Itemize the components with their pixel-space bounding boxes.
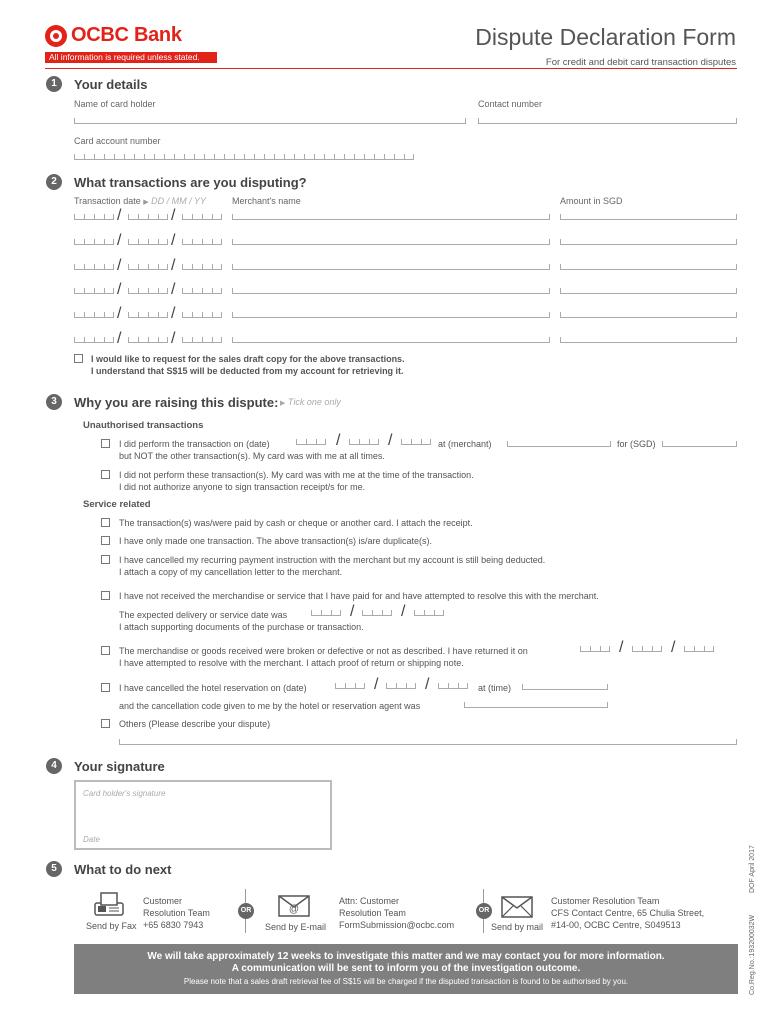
unauth-1-amount-field[interactable] bbox=[662, 441, 737, 447]
amount-label: Amount in SGD bbox=[560, 196, 623, 206]
unauth-1-for: for (SGD) bbox=[617, 439, 656, 449]
section5-title: What to do next bbox=[74, 862, 172, 877]
mail-icon bbox=[500, 894, 534, 920]
service-4-month[interactable] bbox=[362, 610, 392, 616]
txn-day-field[interactable] bbox=[74, 288, 114, 294]
form-subtitle: For credit and debit card transaction disputes bbox=[545, 57, 736, 68]
txn-month-field[interactable] bbox=[128, 264, 168, 270]
service-2-text: I have only made one transaction. The above transaction(s) is/are duplicate(s). bbox=[119, 536, 433, 546]
date-separator: / bbox=[171, 257, 176, 274]
txn-month-field[interactable] bbox=[128, 239, 168, 245]
triangle-icon: ▶ bbox=[280, 400, 286, 407]
txn-year-field[interactable] bbox=[182, 288, 222, 294]
email-icon bbox=[277, 893, 311, 919]
draft-text-2: I understand that S$15 will be deducted from my account for retrieving it. bbox=[91, 366, 404, 376]
txn-merchant-field[interactable] bbox=[232, 239, 550, 245]
txn-merchant-field[interactable] bbox=[232, 312, 550, 318]
section4-title: Your signature bbox=[74, 759, 165, 774]
date-format-hint: DD / MM / YY bbox=[151, 196, 206, 206]
merchant-label: Merchant's name bbox=[232, 196, 301, 206]
date-separator: / bbox=[388, 432, 393, 449]
section3-title: Why you are raising this dispute: bbox=[74, 395, 279, 410]
service-2-checkbox[interactable] bbox=[101, 536, 110, 545]
card-number-field[interactable] bbox=[74, 154, 414, 160]
service-5-year[interactable] bbox=[684, 646, 714, 652]
service-5-checkbox[interactable] bbox=[101, 646, 110, 655]
date-separator: / bbox=[619, 639, 624, 656]
signature-box[interactable] bbox=[74, 780, 332, 850]
draft-checkbox[interactable] bbox=[74, 354, 83, 363]
name-label: Name of card holder bbox=[74, 99, 156, 109]
email-address: FormSubmission@ocbc.com bbox=[339, 920, 455, 930]
service-6-day[interactable] bbox=[335, 683, 365, 689]
txn-month-field[interactable] bbox=[128, 214, 168, 220]
tick-hint-text: Tick one only bbox=[287, 397, 341, 407]
email-line-2: Resolution Team bbox=[339, 908, 406, 918]
section3-number: 3 bbox=[46, 394, 62, 410]
band-line-3: Please note that a sales draft retrieval fee of S$15 will be charged if the disputed transaction is found to be authorised by you. bbox=[183, 977, 629, 986]
unauth-1-year[interactable] bbox=[401, 439, 431, 445]
contact-field[interactable] bbox=[478, 118, 737, 124]
service-4-text-b: The expected delivery or service date was bbox=[119, 610, 288, 620]
section1-title: Your details bbox=[74, 77, 148, 92]
service-6-at: at (time) bbox=[478, 683, 512, 693]
info-band bbox=[74, 944, 738, 994]
date-separator: / bbox=[171, 330, 176, 347]
section4-number: 4 bbox=[46, 758, 62, 774]
contact-label: Contact number bbox=[478, 99, 543, 109]
service-6-text-b: and the cancellation code given to me by the hotel or reservation agent was bbox=[119, 701, 421, 711]
section5-number: 5 bbox=[46, 861, 62, 877]
date-label-text: Transaction date bbox=[74, 196, 141, 206]
service-6-month[interactable] bbox=[386, 683, 416, 689]
date-separator: / bbox=[350, 603, 355, 620]
service-7-checkbox[interactable] bbox=[101, 719, 110, 728]
date-separator: / bbox=[171, 232, 176, 249]
service-4-year[interactable] bbox=[414, 610, 444, 616]
txn-amount-field[interactable] bbox=[560, 337, 737, 343]
or-badge: OR bbox=[476, 903, 492, 919]
txn-amount-field[interactable] bbox=[560, 214, 737, 220]
unauth-1-text-b: but NOT the other transaction(s). My card was with me at all times. bbox=[119, 451, 385, 461]
unauth-2-checkbox[interactable] bbox=[101, 470, 110, 479]
txn-merchant-field[interactable] bbox=[232, 264, 550, 270]
service-6-year[interactable] bbox=[438, 683, 468, 689]
fax-caption: Send by Fax bbox=[86, 921, 137, 931]
date-separator: / bbox=[374, 676, 379, 693]
mail-caption: Send by mail bbox=[491, 922, 544, 932]
unauth-1-at: at (merchant) bbox=[438, 439, 492, 449]
date-separator: / bbox=[117, 257, 122, 274]
txn-year-field[interactable] bbox=[182, 264, 222, 270]
ocbc-logo bbox=[45, 24, 182, 47]
band-line-1: We will take approximately 12 weeks to investigate this matter and we may contact you for more information. bbox=[147, 951, 665, 962]
unauth-2-text-a: I did not perform these transaction(s). My card was with me at the time of the transaction. bbox=[119, 470, 474, 480]
card-label: Card account number bbox=[74, 136, 161, 146]
txn-year-field[interactable] bbox=[182, 239, 222, 245]
date-separator: / bbox=[401, 603, 406, 620]
txn-month-field[interactable] bbox=[128, 312, 168, 318]
signature-date-label: Date bbox=[83, 835, 100, 844]
required-note: All information is required unless stated. bbox=[45, 52, 217, 63]
tick-hint bbox=[280, 397, 341, 407]
date-label bbox=[74, 196, 206, 206]
txn-merchant-field[interactable] bbox=[232, 214, 550, 220]
txn-amount-field[interactable] bbox=[560, 239, 737, 245]
service-6-text-a: I have cancelled the hotel reservation on (date) bbox=[119, 683, 307, 693]
others-field[interactable] bbox=[119, 739, 737, 745]
email-line-1: Attn: Customer bbox=[339, 896, 400, 906]
txn-merchant-field[interactable] bbox=[232, 337, 550, 343]
service-3-text-a: I have cancelled my recurring payment instruction with the merchant but my account is still being deducted. bbox=[119, 555, 546, 565]
txn-amount-field[interactable] bbox=[560, 264, 737, 270]
mail-line-1: Customer Resolution Team bbox=[551, 896, 660, 906]
service-5-day[interactable] bbox=[580, 646, 610, 652]
section1-number: 1 bbox=[46, 76, 62, 92]
service-3-text-b: I attach a copy of my cancellation letter to the merchant. bbox=[119, 567, 343, 577]
service-7-text: Others (Please describe your dispute) bbox=[119, 719, 271, 729]
service-5-text-a: The merchandise or goods received were broken or defective or not as described. I have returned it on bbox=[119, 646, 528, 656]
email-caption: Send by E-mail bbox=[265, 922, 327, 932]
fax-number: +65 6830 7943 bbox=[143, 920, 204, 930]
service-5-text-b: I have attempted to resolve with the merchant. I attach proof of return or shipping note. bbox=[119, 658, 464, 668]
ocbc-logo-icon bbox=[45, 25, 67, 47]
unauth-heading: Unauthorised transactions bbox=[83, 420, 204, 431]
form-title: Dispute Declaration Form bbox=[475, 24, 736, 50]
date-separator: / bbox=[171, 281, 176, 298]
unauth-1-merchant-field[interactable] bbox=[507, 441, 611, 447]
txn-amount-field[interactable] bbox=[560, 312, 737, 318]
dof-date: DOF April 2017 bbox=[749, 845, 756, 893]
date-separator: / bbox=[117, 281, 122, 298]
service-6-code-field[interactable] bbox=[464, 702, 608, 708]
service-1-text: The transaction(s) was/were paid by cash or cheque or another card. I attach the receipt. bbox=[119, 518, 473, 528]
name-field[interactable] bbox=[74, 118, 466, 124]
txn-amount-field[interactable] bbox=[560, 288, 737, 294]
service-4-day[interactable] bbox=[311, 610, 341, 616]
date-separator: / bbox=[171, 207, 176, 224]
fax-line-2: Resolution Team bbox=[143, 908, 210, 918]
txn-year-field[interactable] bbox=[182, 337, 222, 343]
or-badge: OR bbox=[238, 903, 254, 919]
date-separator: / bbox=[671, 639, 676, 656]
txn-day-field[interactable] bbox=[74, 239, 114, 245]
section2-title: What transactions are you disputing? bbox=[74, 175, 307, 190]
header-divider bbox=[45, 68, 737, 69]
service-4-text-c: I attach supporting documents of the purchase or transaction. bbox=[119, 622, 364, 632]
unauth-1-month[interactable] bbox=[349, 439, 379, 445]
service-5-month[interactable] bbox=[632, 646, 662, 652]
bank-name: OCBC Bank bbox=[71, 24, 182, 46]
mail-line-2: CFS Contact Centre, 65 Chulia Street, bbox=[551, 908, 705, 918]
date-separator: / bbox=[425, 676, 430, 693]
draft-text-1: I would like to request for the sales draft copy for the above transactions. bbox=[91, 354, 405, 364]
unauth-1-checkbox[interactable] bbox=[101, 439, 110, 448]
triangle-icon: ▶ bbox=[143, 199, 149, 206]
txn-month-field[interactable] bbox=[128, 337, 168, 343]
date-separator: / bbox=[117, 207, 122, 224]
section2-number: 2 bbox=[46, 174, 62, 190]
service-1-checkbox[interactable] bbox=[101, 518, 110, 527]
service-6-time-field[interactable] bbox=[522, 684, 608, 690]
signature-label: Card holder's signature bbox=[83, 789, 166, 798]
mail-line-3: #14-00, OCBC Centre, S049513 bbox=[551, 920, 681, 930]
txn-year-field[interactable] bbox=[182, 214, 222, 220]
date-separator: / bbox=[336, 432, 341, 449]
txn-year-field[interactable] bbox=[182, 312, 222, 318]
service-6-checkbox[interactable] bbox=[101, 683, 110, 692]
fax-icon bbox=[92, 891, 126, 917]
txn-month-field[interactable] bbox=[128, 288, 168, 294]
date-separator: / bbox=[117, 330, 122, 347]
txn-day-field[interactable] bbox=[74, 312, 114, 318]
date-separator: / bbox=[117, 232, 122, 249]
service-3-checkbox[interactable] bbox=[101, 555, 110, 564]
unauth-1-text: I did perform the transaction on (date) bbox=[119, 439, 270, 449]
company-reg: Co.Reg.No.:193200032W bbox=[749, 914, 756, 995]
svg-text:@: @ bbox=[288, 904, 300, 915]
service-heading: Service related bbox=[83, 499, 151, 510]
unauth-2-text-b: I did not authorize anyone to sign transaction receipt/s for me. bbox=[119, 482, 366, 492]
txn-merchant-field[interactable] bbox=[232, 288, 550, 294]
date-separator: / bbox=[117, 305, 122, 322]
txn-day-field[interactable] bbox=[74, 264, 114, 270]
date-separator: / bbox=[171, 305, 176, 322]
txn-day-field[interactable] bbox=[74, 214, 114, 220]
txn-day-field[interactable] bbox=[74, 337, 114, 343]
band-line-2: A communication will be sent to inform you of the investigation outcome. bbox=[231, 963, 581, 974]
service-4-checkbox[interactable] bbox=[101, 591, 110, 600]
service-4-text-a: I have not received the merchandise or service that I have paid for and have attempted to resolve this with the merchant. bbox=[119, 591, 599, 601]
fax-line-1: Customer bbox=[143, 896, 183, 906]
unauth-1-day[interactable] bbox=[296, 439, 326, 445]
